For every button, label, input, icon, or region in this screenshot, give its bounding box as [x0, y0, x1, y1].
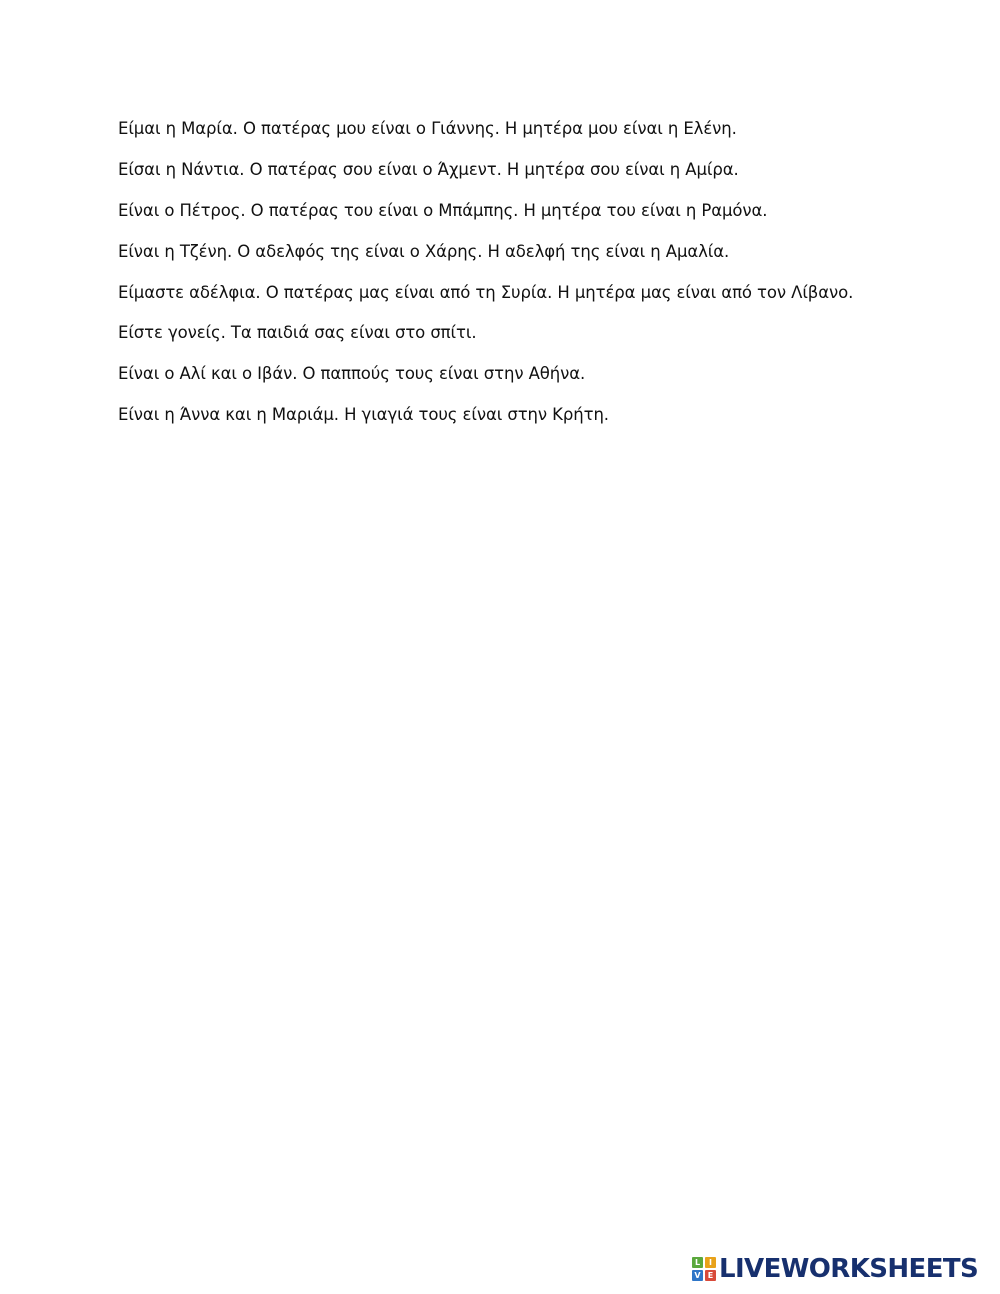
liveworksheets-logo: [692, 1254, 978, 1284]
sentence-line: Είναι ο Πέτρος. Ο πατέρας του είναι ο Μπάμπης. Η μητέρα του είναι η Ραμόνα.: [118, 200, 768, 220]
sentence-line: Είμαι η Μαρία. Ο πατέρας μου είναι ο Γιάννης. Η μητέρα μου είναι η Ελένη.: [118, 119, 737, 138]
sentence-line: Είναι ο Αλί και ο Ιβάν. Ο παππούς τους είναι στην Αθήνα.: [118, 364, 586, 384]
sentence-line: Είμαστε αδέλφια. Ο πατέρας μας είναι από τη Συρία. Η μητέρα μας είναι από τον Λίβανο.: [118, 282, 854, 302]
logo-icon-tile: V: [692, 1270, 703, 1281]
sentence-line: Είσαι η Νάντια. Ο πατέρας σου είναι ο Άχμεντ. Η μητέρα σου είναι η Αμίρα.: [118, 159, 739, 179]
sentence-line: Είναι η Άννα και η Μαριάμ. Η γιαγιά τους είναι στην Κρήτη.: [118, 405, 609, 425]
logo-icon-tile: L: [692, 1257, 703, 1268]
logo-icon-tile: I: [705, 1257, 716, 1268]
sentence-line: Είστε γονείς. Τα παιδιά σας είναι στο σπίτι.: [118, 323, 477, 343]
sentence-line: Είναι η Τζένη. Ο αδελφός της είναι ο Χάρης. Η αδελφή της είναι η Αμαλία.: [118, 241, 730, 261]
logo-icon-tile: E: [705, 1270, 716, 1281]
liveworksheets-logo-icon: [692, 1257, 716, 1281]
liveworksheets-logo-text: LIVEWORKSHEETS: [719, 1254, 979, 1284]
sentence-list: [118, 118, 978, 445]
